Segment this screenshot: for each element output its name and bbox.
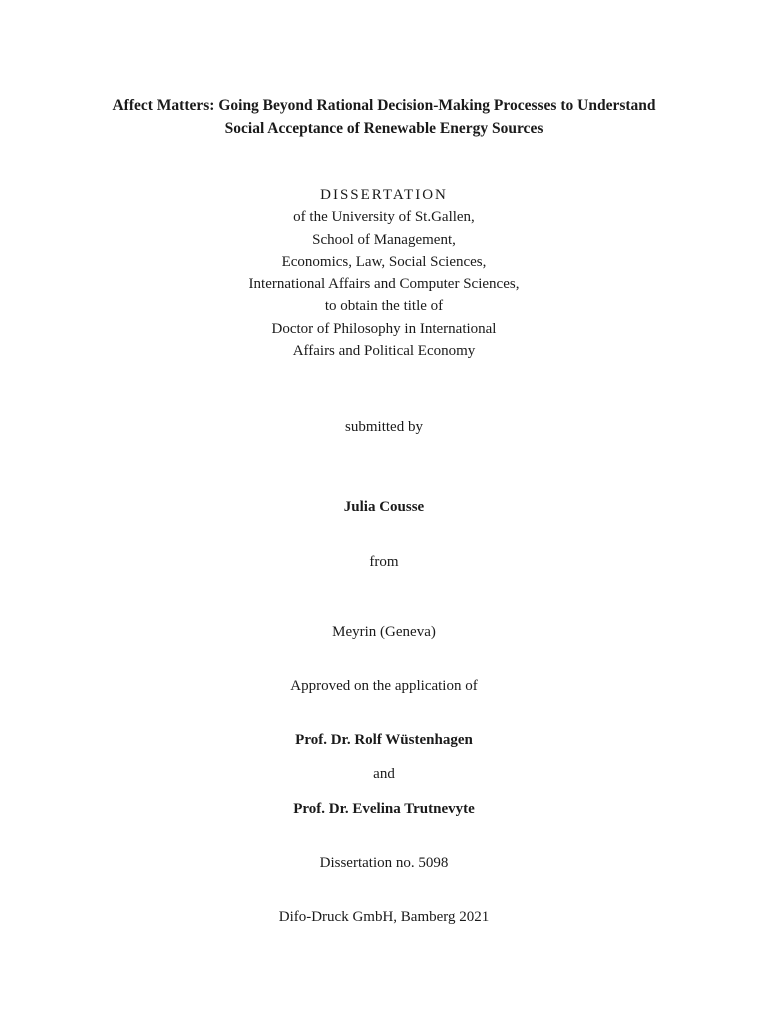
printer-info: Difo-Druck GmbH, Bamberg 2021 [278,909,490,925]
advisor-2: Prof. Dr. Evelina Trutnevyte [293,801,475,817]
and-label: and [373,766,395,782]
from-label: from [369,554,399,570]
approval-intro: Approved on the application of [290,678,478,694]
dissertation-line: International Affairs and Computer Sciences, [248,276,520,292]
dissertation-line: Economics, Law, Social Sciences, [281,254,487,270]
dissertation-line: of the University of St.Gallen, [293,209,475,225]
advisor-1: Prof. Dr. Rolf Wüstenhagen [295,732,473,748]
dissertation-line: Affairs and Political Economy [292,343,476,359]
author-origin: Meyrin (Geneva) [332,624,436,640]
author-name: Julia Cousse [343,499,425,515]
dissertation-line: Doctor of Philosophy in International [271,321,497,337]
dissertation-line: to obtain the title of [324,298,444,314]
dissertation-heading: DISSERTATION [320,187,448,203]
dissertation-title-line-2: Social Acceptance of Renewable Energy Sources [224,120,544,137]
dissertation-line: School of Management, [312,232,456,248]
submitted-by-label: submitted by [345,419,423,435]
dissertation-title-line-1: Affect Matters: Going Beyond Rational Decision-Making Processes to Understand [112,97,656,114]
dissertation-number: Dissertation no. 5098 [319,855,449,871]
